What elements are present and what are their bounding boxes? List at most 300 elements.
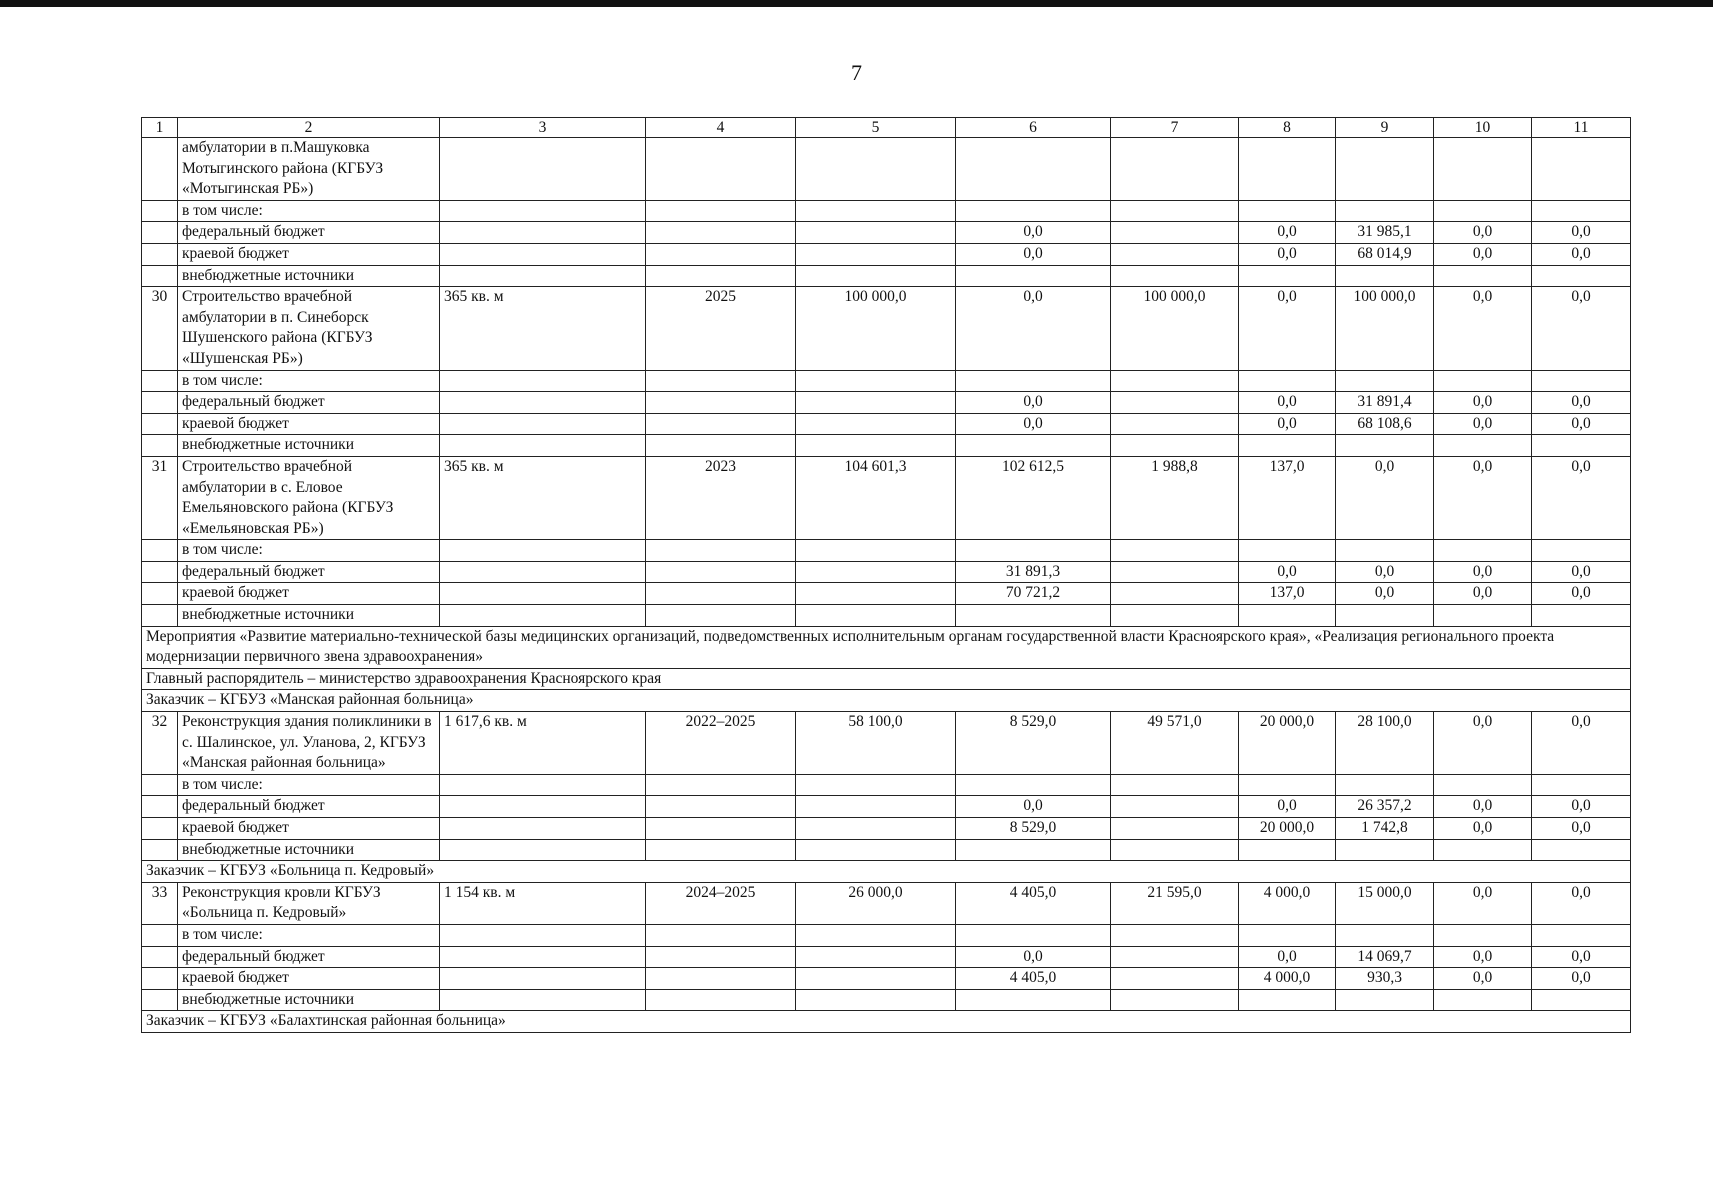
table-cell: Строительство врачебной амбулатории в п. Синеборск Шушенского района (КГБУЗ «Шушенская РБ») <box>178 287 440 370</box>
table-cell <box>142 561 178 583</box>
table-cell <box>440 796 646 818</box>
table-subrow <box>142 796 1631 818</box>
table-cell: 0,0 <box>1239 287 1336 370</box>
table-cell: 0,0 <box>956 946 1111 968</box>
table-cell: 0,0 <box>1532 882 1631 924</box>
table-subrow <box>142 946 1631 968</box>
table-cell <box>1111 839 1239 861</box>
table-cell <box>1336 370 1434 392</box>
table-cell <box>646 561 796 583</box>
table-row <box>142 287 1631 370</box>
table-subrow <box>142 583 1631 605</box>
table-cell <box>646 370 796 392</box>
table-cell: 4 000,0 <box>1239 968 1336 990</box>
table-subrow <box>142 265 1631 287</box>
table-cell <box>796 200 956 222</box>
table-cell <box>1336 200 1434 222</box>
table-cell: в том числе: <box>178 200 440 222</box>
table-cell: краевой бюджет <box>178 243 440 265</box>
table-cell <box>1111 774 1239 796</box>
table-cell <box>440 946 646 968</box>
table-cell: федеральный бюджет <box>178 561 440 583</box>
table-cell: 49 571,0 <box>1111 712 1239 775</box>
table-cell <box>796 605 956 627</box>
table-cell: 104 601,3 <box>796 456 956 539</box>
table-cell <box>1239 370 1336 392</box>
table-cell: 0,0 <box>1532 946 1631 968</box>
table-cell <box>796 435 956 457</box>
table-cell: 68 014,9 <box>1336 243 1434 265</box>
table-cell <box>142 839 178 861</box>
table-cell <box>440 435 646 457</box>
table-subrow <box>142 243 1631 265</box>
table-subrow <box>142 222 1631 244</box>
table-cell <box>1239 200 1336 222</box>
table-cell: краевой бюджет <box>178 818 440 840</box>
column-number-cell: 1 <box>142 118 178 138</box>
table-cell <box>646 989 796 1011</box>
budget-table <box>141 117 1631 1033</box>
table-cell <box>1111 265 1239 287</box>
table-cell: 100 000,0 <box>796 287 956 370</box>
table-cell: 15 000,0 <box>1336 882 1434 924</box>
table-cell <box>440 839 646 861</box>
table-cell <box>796 370 956 392</box>
table-cell <box>796 946 956 968</box>
section-row <box>142 861 1631 883</box>
table-cell: 1 617,6 кв. м <box>440 712 646 775</box>
table-cell <box>646 774 796 796</box>
column-number-cell: 2 <box>178 118 440 138</box>
table-cell <box>440 392 646 414</box>
table-cell <box>956 924 1111 946</box>
table-cell <box>956 605 1111 627</box>
table-cell <box>142 413 178 435</box>
table-cell: 100 000,0 <box>1111 287 1239 370</box>
table-cell: 0,0 <box>1532 561 1631 583</box>
table-cell <box>1336 989 1434 1011</box>
table-cell <box>440 561 646 583</box>
table-cell <box>440 265 646 287</box>
table-cell: 0,0 <box>1532 818 1631 840</box>
table-cell <box>1111 222 1239 244</box>
table-cell <box>1434 200 1532 222</box>
table-cell: 0,0 <box>1532 796 1631 818</box>
table-cell <box>440 243 646 265</box>
table-cell <box>796 796 956 818</box>
table-subrow <box>142 200 1631 222</box>
table-cell: 0,0 <box>1434 882 1532 924</box>
table-cell <box>142 243 178 265</box>
table-cell <box>1111 796 1239 818</box>
table-cell: 1 742,8 <box>1336 818 1434 840</box>
table-cell <box>1336 540 1434 562</box>
table-subrow <box>142 540 1631 562</box>
table-cell: 0,0 <box>1532 583 1631 605</box>
table-cell <box>646 243 796 265</box>
table-cell: 1 154 кв. м <box>440 882 646 924</box>
table-cell <box>1111 435 1239 457</box>
table-cell <box>796 968 956 990</box>
table-cell <box>646 605 796 627</box>
table-cell: 0,0 <box>1532 413 1631 435</box>
table-cell <box>956 138 1111 201</box>
table-cell <box>1111 413 1239 435</box>
table-cell: 31 <box>142 456 178 539</box>
table-cell: 4 405,0 <box>956 968 1111 990</box>
table-cell: 0,0 <box>1434 712 1532 775</box>
table-cell: 31 891,4 <box>1336 392 1434 414</box>
table-cell: в том числе: <box>178 774 440 796</box>
table-cell <box>142 265 178 287</box>
table-cell <box>1111 989 1239 1011</box>
table-cell: внебюджетные источники <box>178 435 440 457</box>
table-cell: 0,0 <box>1434 796 1532 818</box>
column-number-cell: 5 <box>796 118 956 138</box>
table-cell <box>440 968 646 990</box>
table-cell <box>1532 605 1631 627</box>
table-cell: 0,0 <box>1434 968 1532 990</box>
table-subrow <box>142 370 1631 392</box>
table-cell: в том числе: <box>178 540 440 562</box>
table-cell <box>796 818 956 840</box>
table-cell <box>646 200 796 222</box>
table-cell: 2025 <box>646 287 796 370</box>
table-cell <box>440 583 646 605</box>
table-cell: 0,0 <box>1239 392 1336 414</box>
column-number-cell: 9 <box>1336 118 1434 138</box>
table-cell <box>796 989 956 1011</box>
table-cell: 30 <box>142 287 178 370</box>
table-cell <box>440 989 646 1011</box>
table-cell <box>796 413 956 435</box>
table-cell: 0,0 <box>1434 946 1532 968</box>
table-cell: 0,0 <box>1532 456 1631 539</box>
table-cell <box>646 435 796 457</box>
table-cell <box>1111 605 1239 627</box>
table-cell: внебюджетные источники <box>178 605 440 627</box>
table-cell <box>1111 968 1239 990</box>
table-cell: 14 069,7 <box>1336 946 1434 968</box>
table-cell <box>142 924 178 946</box>
table-cell <box>1434 265 1532 287</box>
table-cell: 137,0 <box>1239 583 1336 605</box>
table-cell <box>1336 839 1434 861</box>
table-cell: 0,0 <box>1434 818 1532 840</box>
table-cell <box>440 222 646 244</box>
table-cell <box>1336 774 1434 796</box>
table-row <box>142 882 1631 924</box>
table-cell <box>142 435 178 457</box>
table-cell <box>796 839 956 861</box>
table-cell <box>1434 839 1532 861</box>
table-cell: внебюджетные источники <box>178 839 440 861</box>
table-cell <box>1239 924 1336 946</box>
table-cell: 0,0 <box>1239 561 1336 583</box>
table-cell <box>1434 774 1532 796</box>
table-cell <box>956 540 1111 562</box>
table-cell <box>1532 200 1631 222</box>
table-cell: 0,0 <box>1532 392 1631 414</box>
table-cell: 0,0 <box>956 413 1111 435</box>
table-cell <box>142 583 178 605</box>
table-cell: 31 985,1 <box>1336 222 1434 244</box>
table-cell: в том числе: <box>178 924 440 946</box>
table-cell: Строительство врачебной амбулатории в с. Еловое Емельяновского района (КГБУЗ «Емельяновская РБ») <box>178 456 440 539</box>
table-cell: 0,0 <box>1532 243 1631 265</box>
table-cell: 31 891,3 <box>956 561 1111 583</box>
table-subrow <box>142 968 1631 990</box>
table-cell <box>142 818 178 840</box>
table-cell: 58 100,0 <box>796 712 956 775</box>
table-cell <box>1434 605 1532 627</box>
table-cell <box>646 222 796 244</box>
section-row <box>142 668 1631 690</box>
table-subrow <box>142 605 1631 627</box>
table-cell <box>440 138 646 201</box>
table-cell: 0,0 <box>1434 561 1532 583</box>
table-cell <box>1532 989 1631 1011</box>
table-cell: федеральный бюджет <box>178 392 440 414</box>
table-cell <box>440 200 646 222</box>
table-cell <box>646 413 796 435</box>
table-cell <box>796 924 956 946</box>
table-cell: 33 <box>142 882 178 924</box>
table-cell: 0,0 <box>1336 561 1434 583</box>
table-cell <box>440 413 646 435</box>
table-cell: краевой бюджет <box>178 413 440 435</box>
table-cell <box>1532 265 1631 287</box>
table-cell <box>142 946 178 968</box>
table-cell: 930,3 <box>1336 968 1434 990</box>
table-cell <box>1111 138 1239 201</box>
table-cell <box>796 222 956 244</box>
table-subrow <box>142 435 1631 457</box>
table-cell: 0,0 <box>1239 796 1336 818</box>
table-cell <box>142 989 178 1011</box>
table-cell <box>1111 946 1239 968</box>
table-cell <box>1239 138 1336 201</box>
table-cell: 137,0 <box>1239 456 1336 539</box>
table-cell <box>1336 138 1434 201</box>
table-cell <box>956 200 1111 222</box>
section-title: Заказчик – КГБУЗ «Балахтинская районная больница» <box>142 1011 1631 1033</box>
column-number-cell: 11 <box>1532 118 1631 138</box>
column-number-cell: 6 <box>956 118 1111 138</box>
table-cell: в том числе: <box>178 370 440 392</box>
table-cell <box>1239 605 1336 627</box>
table-cell: федеральный бюджет <box>178 946 440 968</box>
table-cell <box>1111 583 1239 605</box>
table-cell: 26 357,2 <box>1336 796 1434 818</box>
table-cell <box>796 392 956 414</box>
table-cell <box>796 265 956 287</box>
table-row <box>142 712 1631 775</box>
table-cell: 8 529,0 <box>956 818 1111 840</box>
table-cell: федеральный бюджет <box>178 796 440 818</box>
table-cell <box>142 540 178 562</box>
table-cell: 0,0 <box>1434 243 1532 265</box>
section-title: Мероприятия «Развитие материально-технической базы медицинских организаций, подведомственных исполнительным органам государственной власти Красноярского края», «Реализация регионального проекта модернизации первичного звена здравоохранения» <box>142 626 1631 668</box>
section-title: Заказчик – КГБУЗ «Больница п. Кедровый» <box>142 861 1631 883</box>
section-row <box>142 690 1631 712</box>
table-cell <box>1336 605 1434 627</box>
table-cell <box>646 265 796 287</box>
table-cell <box>1111 370 1239 392</box>
table-cell: 0,0 <box>956 287 1111 370</box>
table-cell: 0,0 <box>1239 413 1336 435</box>
column-number-cell: 7 <box>1111 118 1239 138</box>
table-subrow <box>142 392 1631 414</box>
table-cell <box>1111 818 1239 840</box>
table-cell <box>142 774 178 796</box>
table-cell <box>1532 774 1631 796</box>
table-cell <box>1111 924 1239 946</box>
table-cell <box>1532 924 1631 946</box>
table-cell <box>440 774 646 796</box>
table-cell <box>142 138 178 201</box>
table-cell <box>1532 138 1631 201</box>
table-cell <box>646 946 796 968</box>
table-cell: Реконструкция кровли КГБУЗ «Больница п. Кедровый» <box>178 882 440 924</box>
table-cell: 26 000,0 <box>796 882 956 924</box>
table-cell: 102 612,5 <box>956 456 1111 539</box>
table-cell: 0,0 <box>1434 583 1532 605</box>
table-cell: 0,0 <box>1434 413 1532 435</box>
table-cell <box>646 796 796 818</box>
table-cell <box>142 968 178 990</box>
table-cell <box>1111 243 1239 265</box>
table-cell: 0,0 <box>956 222 1111 244</box>
table-cell: амбулатории в п.Машуковка Мотыгинского района (КГБУЗ «Мотыгинская РБ») <box>178 138 440 201</box>
table-cell: 0,0 <box>956 243 1111 265</box>
table-cell <box>796 138 956 201</box>
table-cell <box>142 392 178 414</box>
table-cell: краевой бюджет <box>178 968 440 990</box>
table-cell: 0,0 <box>1239 243 1336 265</box>
table-cell <box>1532 435 1631 457</box>
table-cell <box>1239 435 1336 457</box>
table-cell <box>1434 435 1532 457</box>
column-number-cell: 3 <box>440 118 646 138</box>
table-cell <box>1336 265 1434 287</box>
table-cell <box>142 370 178 392</box>
table-row <box>142 456 1631 539</box>
table-cell: 0,0 <box>1239 222 1336 244</box>
table-cell <box>956 839 1111 861</box>
table-cell <box>1434 924 1532 946</box>
table-cell <box>1239 265 1336 287</box>
section-row <box>142 626 1631 668</box>
table-cell <box>142 796 178 818</box>
table-cell <box>142 222 178 244</box>
table-cell <box>1336 435 1434 457</box>
table-row <box>142 138 1631 201</box>
table-cell: Реконструкция здания поликлиники в с. Шалинское, ул. Уланова, 2, КГБУЗ «Манская районная больница» <box>178 712 440 775</box>
table-cell <box>142 605 178 627</box>
table-cell: 21 595,0 <box>1111 882 1239 924</box>
table-cell: 28 100,0 <box>1336 712 1434 775</box>
table-cell <box>1111 392 1239 414</box>
table-cell <box>1434 138 1532 201</box>
table-cell <box>796 243 956 265</box>
table-cell: 0,0 <box>1336 583 1434 605</box>
table-cell <box>1239 774 1336 796</box>
table-cell <box>646 138 796 201</box>
column-number-row <box>142 118 1631 138</box>
table-cell <box>956 989 1111 1011</box>
table-cell <box>440 605 646 627</box>
table-cell: 365 кв. м <box>440 287 646 370</box>
table-cell: 0,0 <box>1434 222 1532 244</box>
table-cell: 70 721,2 <box>956 583 1111 605</box>
table-cell: 32 <box>142 712 178 775</box>
table-cell: 2022–2025 <box>646 712 796 775</box>
table-cell: 0,0 <box>1239 946 1336 968</box>
table-cell: 8 529,0 <box>956 712 1111 775</box>
table-cell <box>1434 989 1532 1011</box>
table-cell <box>646 392 796 414</box>
table-cell <box>796 540 956 562</box>
table-subrow <box>142 818 1631 840</box>
table-cell <box>1532 370 1631 392</box>
table-cell <box>1239 989 1336 1011</box>
table-cell: 20 000,0 <box>1239 712 1336 775</box>
table-cell <box>440 540 646 562</box>
table-subrow <box>142 413 1631 435</box>
table-cell <box>1111 561 1239 583</box>
table-cell <box>956 265 1111 287</box>
table-cell <box>646 818 796 840</box>
table-cell: внебюджетные источники <box>178 989 440 1011</box>
table-cell: 0,0 <box>956 392 1111 414</box>
table-cell: федеральный бюджет <box>178 222 440 244</box>
table-cell <box>440 924 646 946</box>
table-cell: 2024–2025 <box>646 882 796 924</box>
table-cell <box>956 370 1111 392</box>
table-cell <box>646 540 796 562</box>
table-cell: 4 000,0 <box>1239 882 1336 924</box>
table-cell <box>796 774 956 796</box>
table-subrow <box>142 561 1631 583</box>
section-row <box>142 1011 1631 1033</box>
section-title: Главный распорядитель – министерство здравоохранения Красноярского края <box>142 668 1631 690</box>
table-cell: 20 000,0 <box>1239 818 1336 840</box>
table-cell <box>1434 540 1532 562</box>
table-cell: 0,0 <box>1532 968 1631 990</box>
table-cell: 0,0 <box>1434 287 1532 370</box>
table-cell <box>440 370 646 392</box>
table-cell: краевой бюджет <box>178 583 440 605</box>
page-number: 7 <box>851 60 862 85</box>
table-subrow <box>142 774 1631 796</box>
table-cell <box>1111 540 1239 562</box>
table-cell <box>1434 370 1532 392</box>
table-cell <box>440 818 646 840</box>
table-cell: 0,0 <box>1532 222 1631 244</box>
table-subrow <box>142 924 1631 946</box>
scan-top-edge <box>0 0 1713 7</box>
table-cell <box>1111 200 1239 222</box>
table-cell: 4 405,0 <box>956 882 1111 924</box>
table-cell <box>142 200 178 222</box>
table-cell: 0,0 <box>1336 456 1434 539</box>
table-subrow <box>142 989 1631 1011</box>
table-cell <box>646 924 796 946</box>
column-number-cell: 8 <box>1239 118 1336 138</box>
table-cell: 365 кв. м <box>440 456 646 539</box>
column-number-cell: 10 <box>1434 118 1532 138</box>
